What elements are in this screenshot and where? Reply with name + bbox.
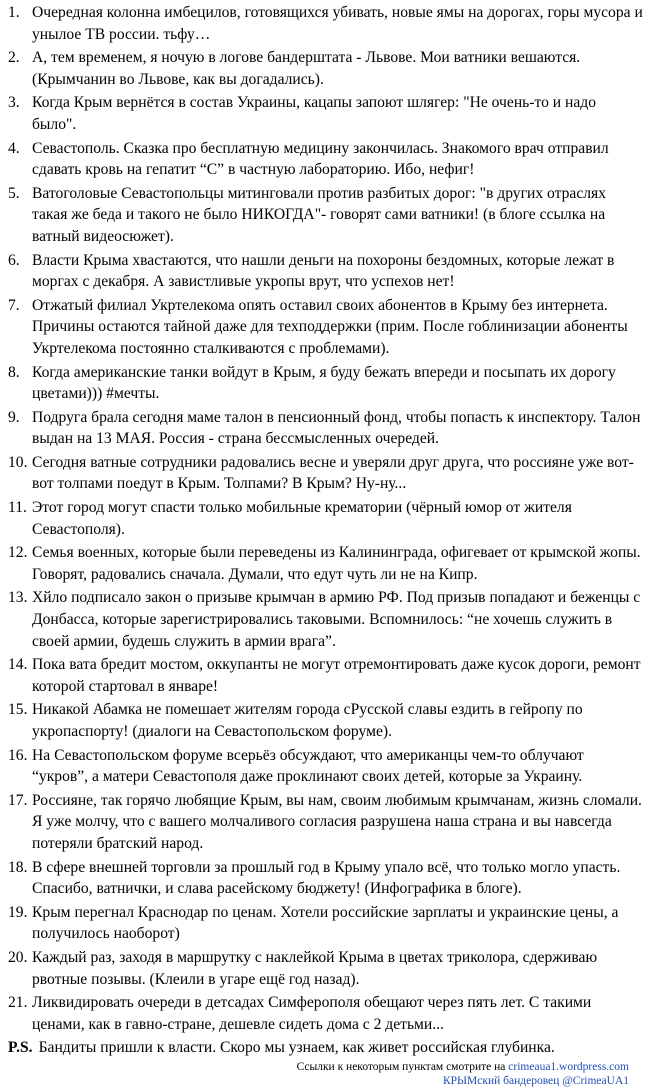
list-item-number: 18.: [8, 858, 28, 876]
list-item: [8, 947, 649, 990]
list-item: [8, 857, 649, 900]
list-item-text: Этот город могут спасти только мобильные крематории (чёрный юмор от жителя Севастополя).: [32, 499, 572, 538]
list-item-text: Семья военных, которые были переведены из Калининграда, офигевает от крымской жопы. Говорят, радовались сначала. Думали, что едут чуть ли не на Кипр.: [32, 544, 641, 583]
list-item-number: 6.: [8, 251, 20, 269]
list-item-number: 11.: [8, 499, 27, 517]
list-item-number: 21.: [8, 994, 28, 1012]
numbered-list: [8, 2, 649, 1035]
list-item-number: 20.: [8, 948, 28, 966]
list-item: [8, 699, 649, 742]
list-item-text: Ликвидировать очереди в детсадах Симферополя обещают через пять лет. С такими ценами, как в гавно-стране, дешевле сидеть дома с 2 детьми...: [32, 994, 592, 1033]
links-prefix: Ссылки к некоторым пунктам смотрите на: [296, 1061, 506, 1073]
list-item-text: Пока вата бредит мостом, оккупанты не могут отремонтировать даже кусок дороги, ремонт которой стартовал в январе!: [32, 656, 641, 695]
list-item-number: 3.: [8, 94, 20, 112]
list-item: [8, 295, 649, 360]
list-item-text: Когда американские танки войдут в Крым, я буду бежать впереди и посыпать их дорогу цветами))) #мечты.: [32, 363, 616, 403]
list-item-number: 10.: [8, 453, 28, 471]
list-item-text: На Севастопольском форуме всерьёз обсуждают, что американцы чем-то облучают “укров”, а матери Севастополя даже проклинают своих детей, которые за Украину.: [32, 746, 584, 786]
list-item: [8, 790, 649, 855]
list-item: [8, 497, 649, 540]
list-item: [8, 92, 649, 135]
footer: [297, 1060, 629, 1088]
postscript-text: Бандиты пришли к власти. Скоро мы узнаем, как живет российская глубинка.: [38, 1039, 555, 1057]
list-item: [8, 183, 649, 248]
list-item-text: Сегодня ватные сотрудники радовались весне и уверяли друг друга, что россияне уже вот-вот толпами поедут в Крым. Толпами? В Крым? Ну-ну...: [32, 453, 634, 493]
list-item: [8, 587, 649, 652]
list-item-number: 9.: [8, 408, 20, 426]
list-item: [8, 654, 649, 697]
list-item-number: 15.: [8, 701, 28, 719]
list-item-text: Крым перегнал Краснодар по ценам. Хотели российские зарплаты и украинские цены, а получилось наоборот): [32, 903, 619, 943]
list-item-number: 2.: [8, 49, 20, 67]
list-item: [8, 745, 649, 788]
list-item: [8, 250, 649, 293]
list-item: [8, 542, 649, 585]
postscript: [8, 1037, 649, 1059]
list-item-number: 1.: [8, 4, 20, 21]
list-item-number: 13.: [8, 589, 28, 607]
list-item: [8, 2, 649, 45]
list-item-text: Каждый раз, заходя в маршрутку с наклейкой Крыма в цветах триколора, сдерживаю рвотные позывы. (Клеили в угаре ещё год назад).: [32, 948, 598, 988]
list-item-text: Россияне, так горячо любящие Крым, вы нам, своим любимым крымчанам, жизнь сломали. Я уже молчу, что с вашего молчаливого согласия разрушена наша страна и вы навсегда потеряли братский народ.: [32, 791, 642, 852]
list-item: [8, 902, 649, 945]
list-item-number: 5.: [8, 184, 20, 202]
postscript-label: P.S.: [8, 1039, 33, 1057]
list-item-number: 19.: [8, 903, 28, 921]
list-item-text: Отжатый филиал Укртелекома опять оставил своих абонентов в Крыму без интернета. Причины остаются тайной даже для техподдержки (прим. После гоблинизации абоненты Укртелекома постоянно сталкиваются с проблемами).: [32, 296, 628, 357]
list-item-number: 7.: [8, 296, 20, 314]
list-item-text: Севастополь. Сказка про бесплатную медицину закончилась. Знакомого врач отправил сдавать кровь на гепатит “С” в частную лабораторию. Ибо, нефиг!: [32, 139, 609, 179]
list-item-text: Когда Крым вернётся в состав Украины, кацапы запоют шлягер: "Не очень-то и надо было".: [32, 94, 597, 133]
list-item: [8, 992, 649, 1035]
list-item-text: Ватоголовые Севастопольцы митинговали против разбитых дорог: "в других отраслях такая же беда и такого не было НИКОГДА"- говорят сами ватники! (в блоге ссылка на ватный видеосюжет).: [32, 184, 607, 245]
list-item: [8, 407, 649, 450]
links-line: [297, 1060, 629, 1074]
list-item-text: А, тем временем, я ночую в логове бандерштата - Львове. Мои ватники вешаются. (Крымчанин во Львове, как вы догадались).: [32, 49, 581, 88]
author-handle[interactable]: КРЫМский бандеровец @CrimeaUA1: [442, 1075, 629, 1087]
list-item-number: 8.: [8, 363, 20, 381]
list-item-text: Никакой Абамка не помешает жителям города сРусской славы ездить в гейропу по укропаспорту! (диалоги на Севастопольском форуме).: [32, 701, 583, 740]
list-item-number: 12.: [8, 544, 28, 562]
list-item-number: 16.: [8, 746, 28, 764]
list-item: [8, 452, 649, 495]
list-item-text: Очередная колонна имбецилов, готовящихся убивать, новые ямы на дорогах, горы мусора и унылое ТВ россии. тьфу…: [32, 4, 643, 43]
blog-link[interactable]: crimeaua1.wordpress.com: [508, 1061, 629, 1073]
list-item-number: 4.: [8, 139, 20, 157]
list-item: [8, 47, 649, 90]
list-item-text: В сфере внешней торговли за прошлый год в Крыму упало всё, что только могло упасть. Спасибо, ватнички, и слава расейскому бюджету! (Инфографика в блоге).: [32, 858, 621, 898]
list-item-text: Власти Крыма хвастаются, что нашли деньги на похороны бездомных, которые лежат в моргах с декабря. А завистливые укропы врут, что успехов нет!: [32, 251, 615, 291]
list-item-text: Подруга брала сегодня маме талон в пенсионный фонд, чтобы попасть к инспектору. Талон выдан на 13 МАЯ. Россия - страна бессмысленных очередей.: [32, 408, 641, 448]
list-item: [8, 138, 649, 181]
list-item: [8, 362, 649, 405]
list-item-number: 17.: [8, 791, 28, 809]
list-item-text: Хйло подписало закон о призыве крымчан в армию РФ. Под призыв попадают и беженцы с Донбасса, которые зарегистрировались таковыми. Вспомнилось: “не хочешь служить в своей армии, будешь служить в армии врага”.: [32, 589, 641, 650]
list-item-number: 14.: [8, 656, 28, 674]
